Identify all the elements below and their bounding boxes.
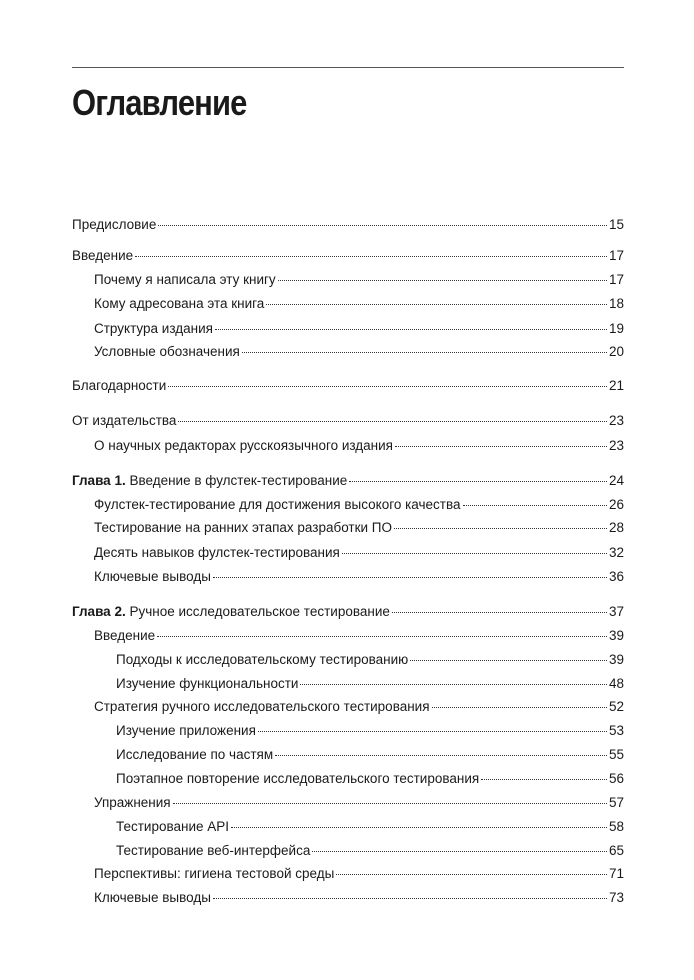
toc-entry[interactable] xyxy=(116,842,624,860)
toc-entry-page: 71 xyxy=(608,866,624,881)
toc-entry[interactable] xyxy=(94,519,624,537)
chapter-number: Глава 2. xyxy=(72,604,126,619)
toc-entry-page: 37 xyxy=(608,604,624,619)
dot-leader xyxy=(258,730,607,732)
toc-entry[interactable] xyxy=(116,770,624,788)
toc-entry[interactable] xyxy=(116,722,624,740)
dot-leader xyxy=(342,552,607,554)
toc-entry[interactable] xyxy=(94,698,624,716)
toc-entry[interactable] xyxy=(94,295,624,313)
toc-entry-label xyxy=(72,603,390,621)
toc-entry[interactable] xyxy=(72,247,624,265)
toc-entry-label: Тестирование на ранних этапах разработки ПО xyxy=(94,520,393,535)
toc-entry[interactable] xyxy=(116,651,624,669)
dot-leader xyxy=(173,802,607,804)
toc-entry-page: 20 xyxy=(608,344,624,359)
toc-entry-label: Фулстек-тестирование для достижения высокого качества xyxy=(94,497,461,512)
dot-leader xyxy=(349,480,607,482)
dot-leader xyxy=(157,635,607,637)
dot-leader xyxy=(395,445,607,447)
chapter-title: Введение в фулстек-тестирование xyxy=(125,473,348,488)
toc-entry-page: 23 xyxy=(608,413,624,428)
toc-entry[interactable] xyxy=(116,818,624,836)
toc-entry-page: 58 xyxy=(608,819,624,834)
toc-entry[interactable] xyxy=(94,865,624,883)
toc-entry[interactable] xyxy=(94,320,624,338)
toc-entry-page: 21 xyxy=(608,378,624,393)
dot-leader xyxy=(213,897,607,899)
toc-entry-page: 32 xyxy=(608,545,624,560)
toc-entry-page: 56 xyxy=(608,771,624,786)
toc-entry[interactable] xyxy=(94,343,624,361)
toc-entry-page: 39 xyxy=(608,652,624,667)
dot-leader xyxy=(158,224,607,226)
toc-entry-label: Кому адресована эта книга xyxy=(94,296,265,311)
toc-entry[interactable] xyxy=(94,627,624,645)
toc-entry-page: 65 xyxy=(608,843,624,858)
toc-entry-label: Поэтапное повторение исследовательского тестирования xyxy=(116,771,480,786)
toc-entry-label: Введение xyxy=(94,628,156,643)
toc-entry-page: 15 xyxy=(608,217,624,232)
toc-entry[interactable] xyxy=(72,216,624,234)
toc-entry-label: Тестирование веб-интерфейса xyxy=(116,843,311,858)
toc-entry-page: 28 xyxy=(608,520,624,535)
toc-entry-label: Перспективы: гигиена тестовой среды xyxy=(94,866,335,881)
toc-entry-label: Стратегия ручного исследовательского тестирования xyxy=(94,699,430,714)
top-rule xyxy=(72,67,624,68)
toc-entry[interactable] xyxy=(72,412,624,430)
toc-entry-page: 73 xyxy=(608,890,624,905)
toc-entry-label: Почему я написала эту книгу xyxy=(94,272,276,287)
dot-leader xyxy=(336,873,607,875)
dot-leader xyxy=(463,504,607,506)
dot-leader xyxy=(432,706,607,708)
toc-entry-label: О научных редакторах русскоязычного издания xyxy=(94,438,393,453)
dot-leader xyxy=(275,754,607,756)
toc-entry-label: Тестирование API xyxy=(116,819,230,834)
toc-entry[interactable] xyxy=(94,437,624,455)
dot-leader xyxy=(300,683,607,685)
toc-entry-page: 17 xyxy=(608,248,624,263)
dot-leader xyxy=(312,850,607,852)
toc-entry-label: От издательства xyxy=(72,413,177,428)
dot-leader xyxy=(178,420,607,422)
dot-leader xyxy=(392,611,607,613)
dot-leader xyxy=(213,576,607,578)
toc-entry[interactable] xyxy=(116,675,624,693)
toc-entry[interactable] xyxy=(94,568,624,586)
dot-leader xyxy=(278,279,607,281)
dot-leader xyxy=(231,826,607,828)
toc-entry[interactable] xyxy=(94,544,624,562)
page-title: Оглавление xyxy=(72,82,247,123)
toc-entry-label: Исследование по частям xyxy=(116,747,274,762)
toc-entry-page: 39 xyxy=(608,628,624,643)
dot-leader xyxy=(394,527,607,529)
toc-entry-label: Введение xyxy=(72,248,134,263)
toc-entry-label: Изучение функциональности xyxy=(116,676,299,691)
toc-entry-page: 36 xyxy=(608,569,624,584)
dot-leader xyxy=(266,303,607,305)
chapter-number: Глава 1. xyxy=(72,473,126,488)
dot-leader xyxy=(242,351,607,353)
toc-entry-label: Благодарности xyxy=(72,378,167,393)
toc-entry-page: 48 xyxy=(608,676,624,691)
dot-leader xyxy=(168,385,607,387)
dot-leader xyxy=(481,778,607,780)
dot-leader xyxy=(410,659,607,661)
toc-entry-label: Условные обозначения xyxy=(94,344,240,359)
toc-entry-label: Предисловие xyxy=(72,217,157,232)
toc-entry-page: 18 xyxy=(608,296,624,311)
toc-entry-page: 55 xyxy=(608,747,624,762)
toc-entry-page: 17 xyxy=(608,272,624,287)
toc-entry-label: Подходы к исследовательскому тестированию xyxy=(116,652,409,667)
toc-entry-label: Ключевые выводы xyxy=(94,890,211,905)
dot-leader xyxy=(135,255,607,257)
toc-entry-page: 52 xyxy=(608,699,624,714)
toc-entry-page: 23 xyxy=(608,438,624,453)
toc-entry[interactable] xyxy=(72,377,624,395)
toc-entry-label: Структура издания xyxy=(94,321,213,336)
toc-entry[interactable] xyxy=(94,496,624,514)
toc-entry[interactable] xyxy=(94,271,624,289)
toc-entry-page: 53 xyxy=(608,723,624,738)
toc-entry-label xyxy=(72,472,347,490)
toc-entry-page: 57 xyxy=(608,795,624,810)
toc-entry-label: Упражнения xyxy=(94,795,171,810)
toc-chapter[interactable] xyxy=(72,603,624,621)
toc-entry-label: Изучение приложения xyxy=(116,723,256,738)
toc-entry-label: Ключевые выводы xyxy=(94,569,211,584)
dot-leader xyxy=(215,328,607,330)
toc-entry[interactable] xyxy=(94,794,624,812)
toc-entry-label: Десять навыков фулстек-тестирования xyxy=(94,545,340,560)
chapter-title: Ручное исследовательское тестирование xyxy=(125,604,390,619)
toc-entry-page: 19 xyxy=(608,321,624,336)
toc-entry-page: 24 xyxy=(608,473,624,488)
toc-entry[interactable] xyxy=(94,889,624,907)
toc-entry[interactable] xyxy=(116,746,624,764)
toc-entry-page: 26 xyxy=(608,497,624,512)
toc-chapter[interactable] xyxy=(72,472,624,490)
